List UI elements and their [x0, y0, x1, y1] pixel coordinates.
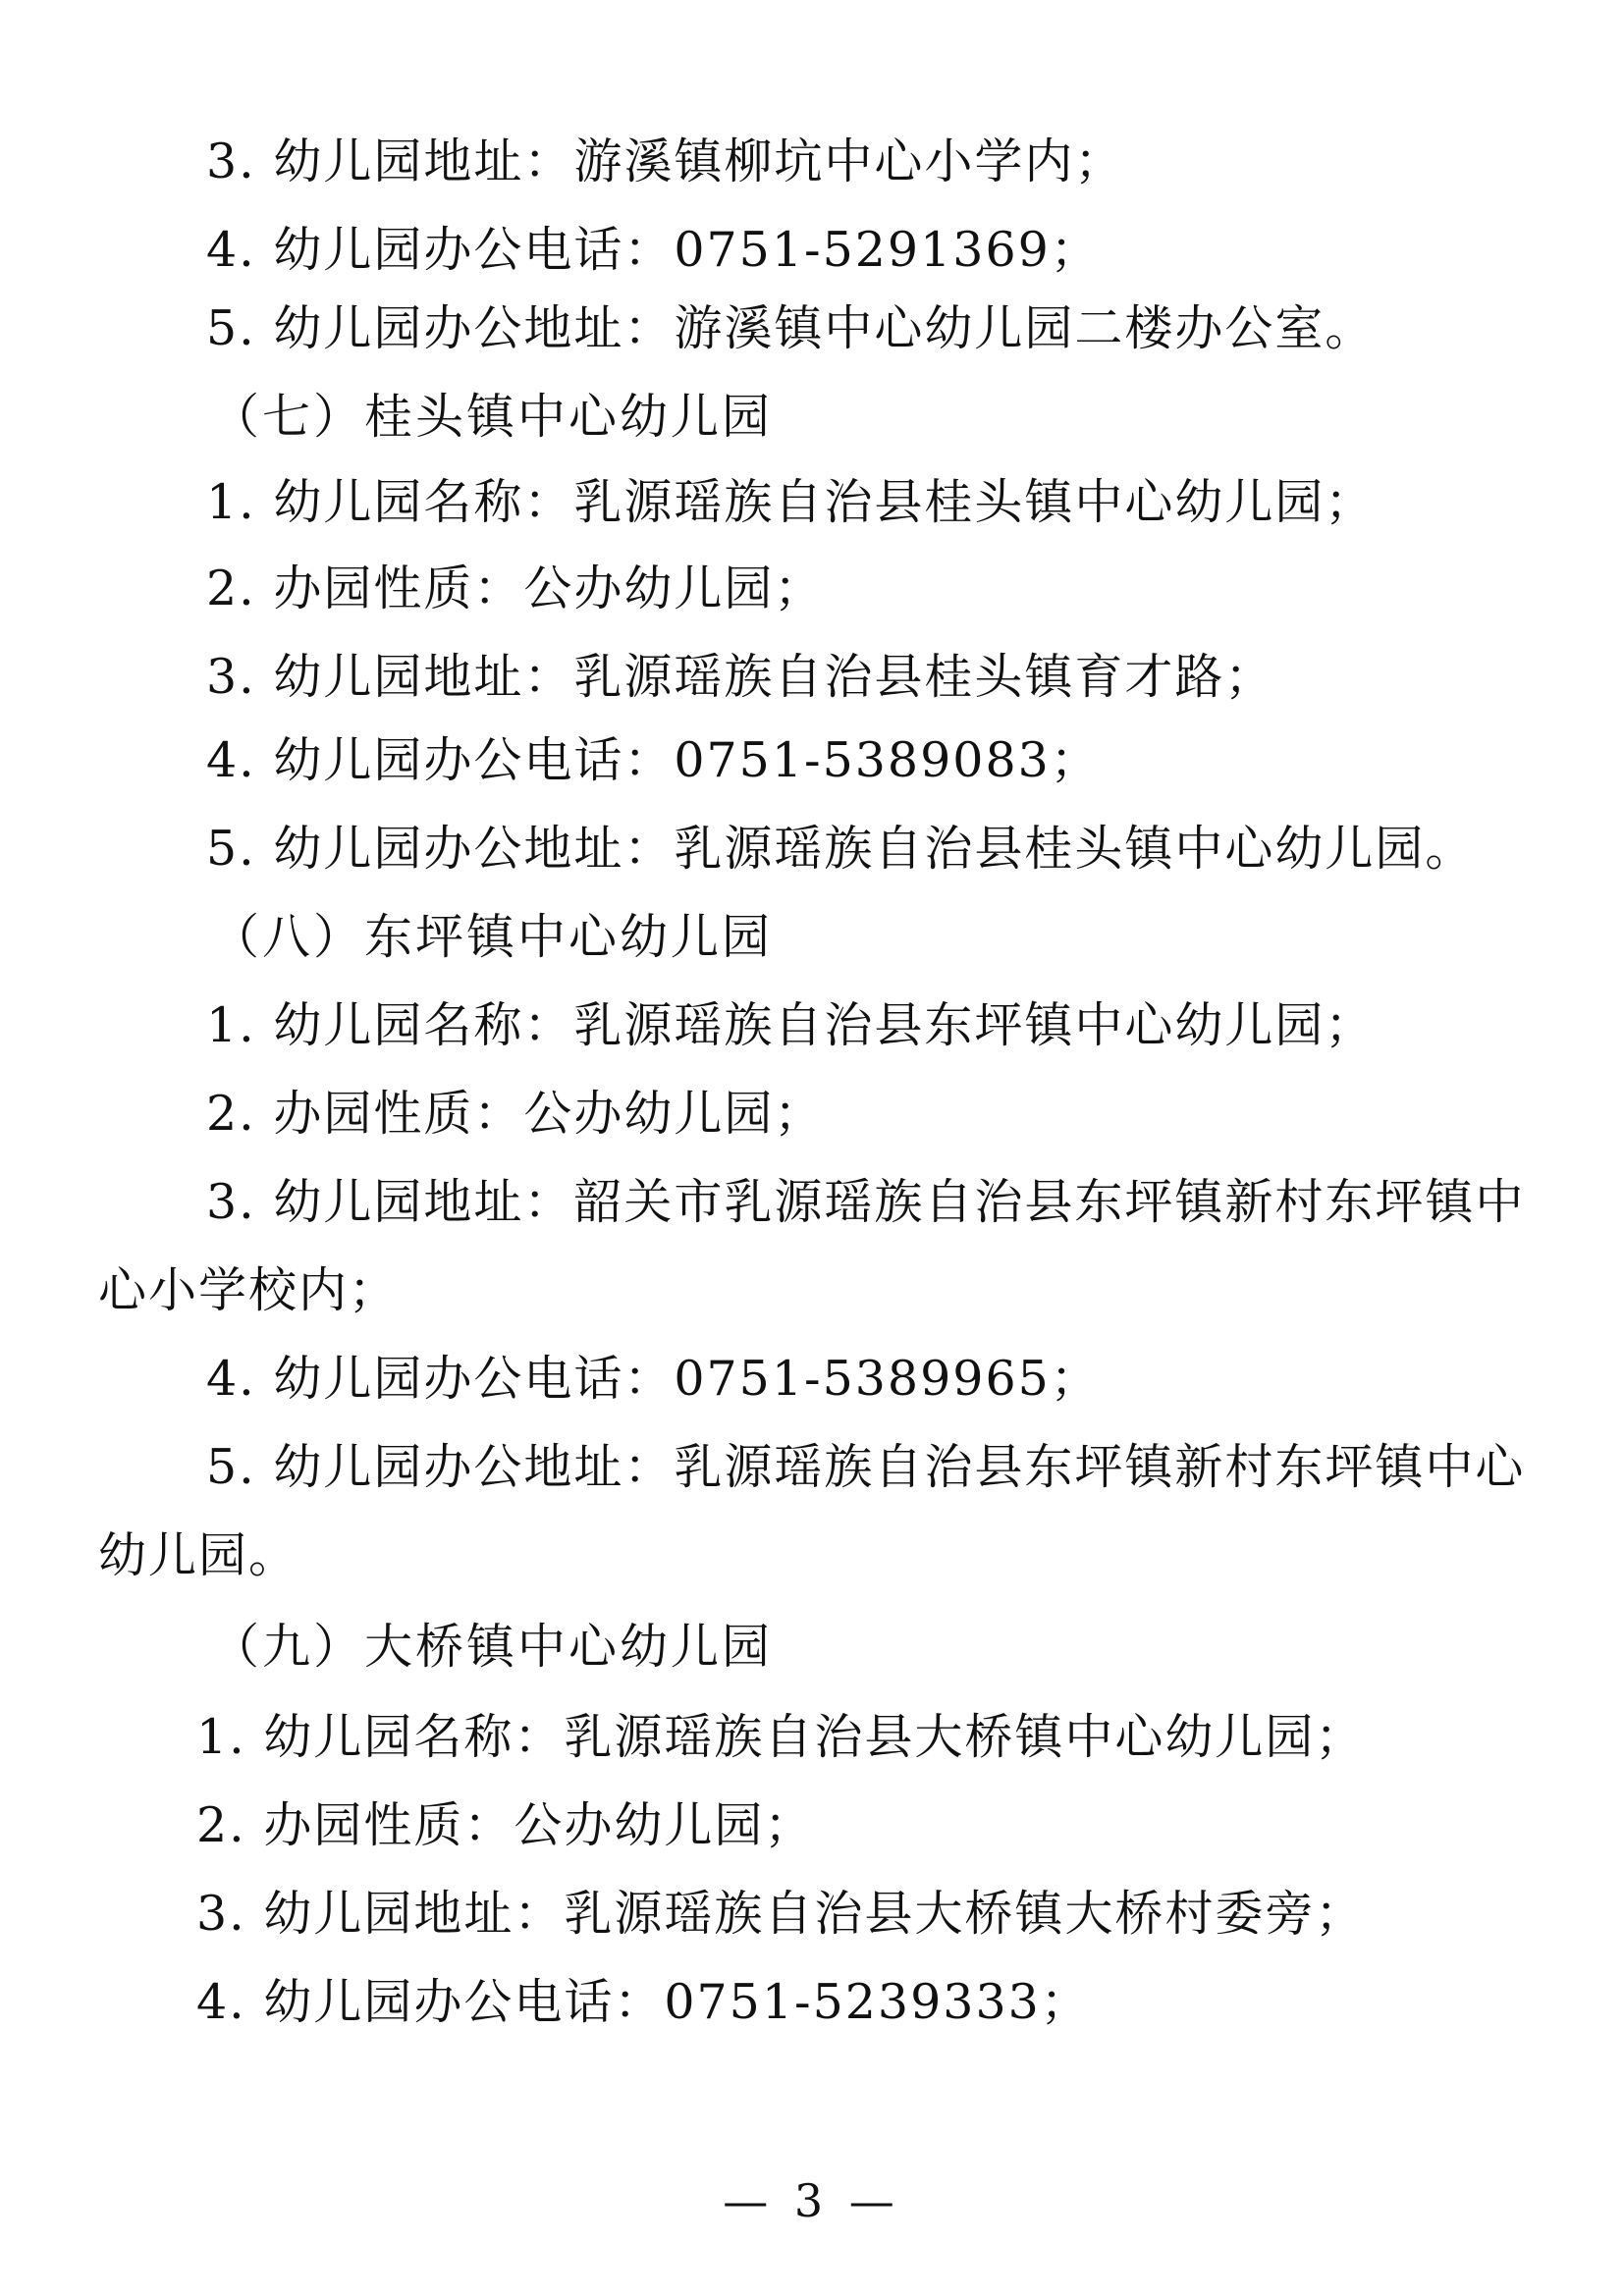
- text-line: 幼儿园。: [98, 1527, 299, 1583]
- text-line: 2. 办园性质：公办幼儿园；: [206, 561, 825, 616]
- text-line: 1. 幼儿园名称：乳源瑶族自治县东坪镇中心幼儿园；: [206, 997, 1376, 1053]
- text-line: 3. 幼儿园地址：乳源瑶族自治县桂头镇育才路；: [206, 649, 1275, 705]
- text-line: 4. 幼儿园办公电话：0751-5291369；: [206, 222, 1101, 278]
- text-line: 4. 幼儿园办公电话：0751-5239333；: [196, 1974, 1091, 2030]
- text-line: 5. 幼儿园办公地址：游溪镇中心幼儿园二楼办公室。: [206, 300, 1376, 356]
- text-line: 3. 幼儿园地址：韶关市乳源瑶族自治县东坪镇新村东坪镇中: [206, 1174, 1526, 1230]
- text-line: 3. 幼儿园地址：乳源瑶族自治县大桥镇大桥村委旁；: [196, 1886, 1366, 1942]
- text-line: 5. 幼儿园办公地址：乳源瑶族自治县桂头镇中心幼儿园。: [206, 821, 1476, 877]
- text-line: 5. 幼儿园办公地址：乳源瑶族自治县东坪镇新村东坪镇中心: [206, 1439, 1526, 1495]
- text-line: 4. 幼儿园办公电话：0751-5389965；: [206, 1351, 1101, 1407]
- text-line: 心小学校内；: [98, 1262, 400, 1318]
- page-number: — 3 —: [723, 2174, 900, 2227]
- text-line: 1. 幼儿园名称：乳源瑶族自治县大桥镇中心幼儿园；: [196, 1709, 1366, 1765]
- text-line: 1. 幼儿园名称：乳源瑶族自治县桂头镇中心幼儿园；: [206, 474, 1376, 530]
- section-heading: （九）大桥镇中心幼儿园: [211, 1619, 774, 1675]
- text-line: 2. 办园性质：公办幼儿园；: [196, 1797, 815, 1853]
- section-heading: （八）东坪镇中心幼儿园: [211, 909, 774, 965]
- text-line: 4. 幼儿园办公电话：0751-5389083；: [206, 732, 1101, 788]
- text-line: 2. 办园性质：公办幼儿园；: [206, 1086, 825, 1142]
- section-heading: （七）桂头镇中心幼儿园: [211, 389, 774, 445]
- text-line: 3. 幼儿园地址：游溪镇柳坑中心小学内；: [206, 133, 1125, 189]
